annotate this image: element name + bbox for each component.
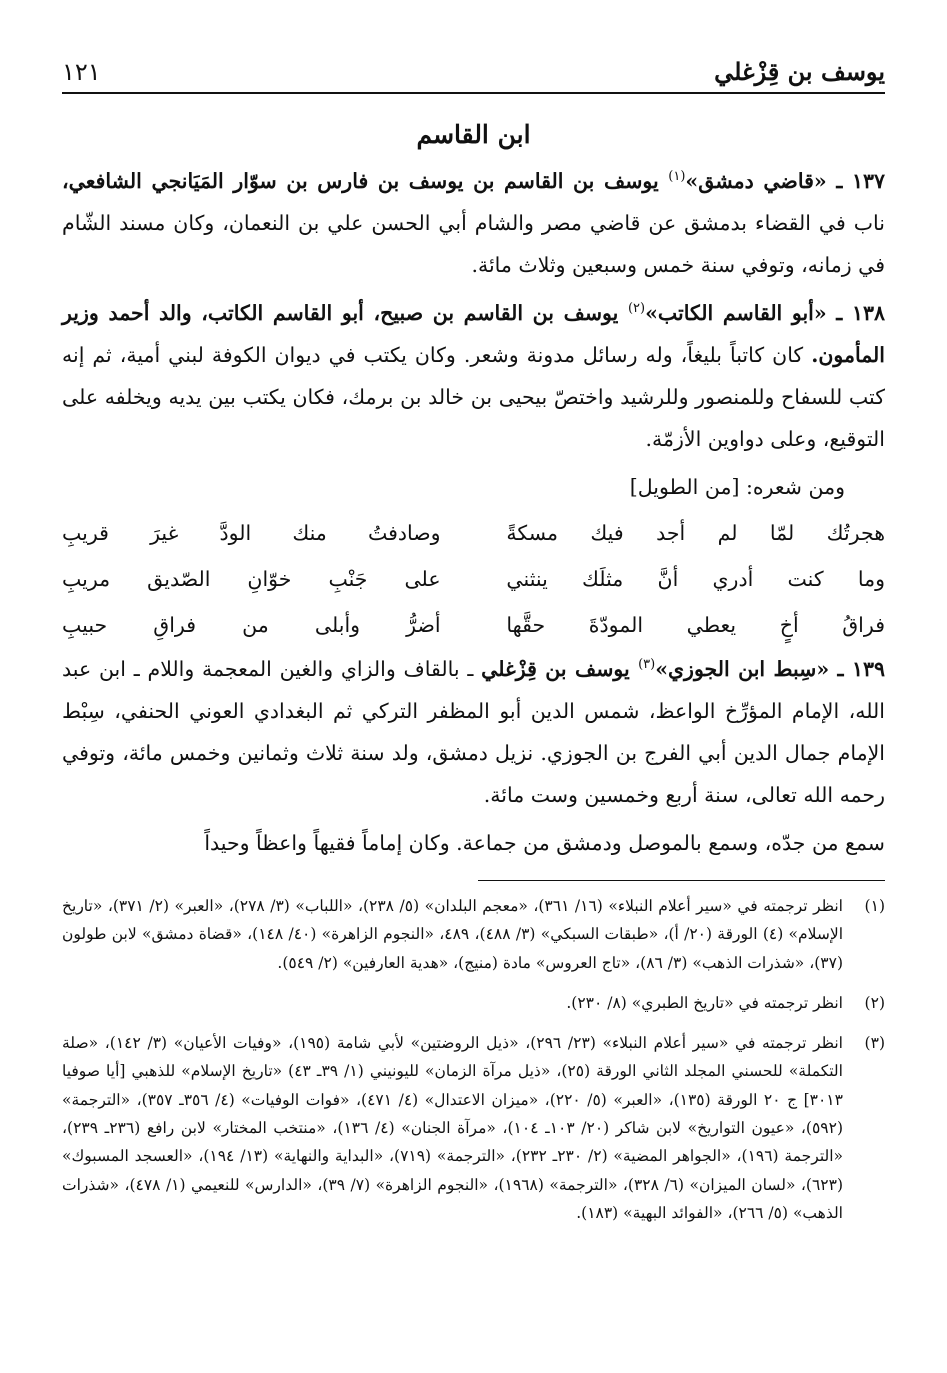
entry-138 [62, 292, 885, 460]
entry-label: ١٣٩ ـ «سِبط ابن الجوزي» [655, 657, 885, 681]
footnote-text: انظر ترجمته في «تاريخ الطبري» (٨/ ٢٣٠). [566, 993, 843, 1012]
entry-text: كان كاتباً بليغاً، وله رسائل مدونة وشعر. وكان يكتب في ديوان الكوفة لبني أمية، ثم إنه كتب للسفاح وللمنصور وللرشيد واختصّ بيحيى بن خالد بن برمك، فكان يكتب بين يديه ويخلفه على التوقيع، وعلى دواوين الأزمّة. [62, 343, 885, 451]
footnote-number: (٣) [864, 1034, 885, 1053]
page-number: ١٢١ [62, 58, 101, 86]
entry-139-continuation: سمع من جدّه، وسمع بالموصل ودمشق من جماعة. وكان إماماً فقيهاً واعظاً وحيداً [204, 831, 885, 855]
main-text [62, 160, 885, 870]
running-header [62, 52, 885, 94]
verse-first-hemistich: فراقُ أخٍ يعطي المودّةَ حقَّها [506, 613, 885, 637]
verse-line [62, 556, 885, 602]
footnote [62, 989, 885, 1017]
verse-line [62, 602, 885, 648]
footnote-ref[interactable]: (٣) [638, 657, 656, 673]
footnote [62, 1029, 885, 1227]
entry-139 [62, 648, 885, 816]
verse-first-hemistich: وما كنت أدري أنَّ مثلَك ينثني [506, 567, 885, 591]
poetry-intro: ومن شعره: [من الطويل] [629, 475, 845, 499]
entry-text: ـ بالقاف والزاي والغين المعجمة واللام ـ ابن عبد الله، الإمام المؤرِّخ الواعظ، شمس الدين أبو المظفر التركي ثم البغدادي العوني الحنفي، سِبْط الإمام جمال الدين أبي الفرج بن الجوزي. نزيل دمشق، ولد سنة ثلاث وثمانين وخمس مائة، وتوفي رحمه الله تعالى، سنة أربع وخمسين وست مائة. [62, 657, 885, 807]
footnotes-divider [478, 880, 885, 881]
entry-text: ناب في القضاء بدمشق عن قاضي مصر والشام أبي الحسن علي بن النعمان، وكان مسند الشّام في زمانه، وتوفي سنة خمس وسبعين وثلاث مائة. [62, 211, 885, 277]
entry-name: يوسف بن قِزْغلي [481, 657, 639, 681]
section-heading: ابن القاسم [416, 120, 531, 149]
footnote-number: (٢) [864, 993, 885, 1012]
entry-label: ١٣٧ ـ «قاضي دمشق» [685, 169, 885, 193]
entry-name: يوسف بن القاسم بن صبيح، أبو القاسم الكاتب، والد أحمد وزير المأمون. [62, 301, 885, 367]
verse-second-hemistich: وصادفتُ منك الودَّ غيرَ قريبِ [62, 521, 441, 545]
footnotes [62, 892, 885, 1239]
entry-137 [62, 160, 885, 286]
footnote-ref[interactable]: (١) [668, 169, 686, 185]
verse-line [62, 510, 885, 556]
entry-label: ١٣٨ ـ «أبو القاسم الكاتب» [645, 301, 885, 325]
verse-second-hemistich: على جَنْبِ خوّانِ الصّديق مريبِ [62, 567, 441, 591]
verse-first-hemistich: هجرتُك لمّا لم أجد فيك مسكةً [506, 521, 885, 545]
footnote-text: انظر ترجمته في «سير أعلام النبلاء» (١٦/ ٣٦١)، «معجم البلدان» (٥/ ٢٣٨)، «اللباب» (٣/ ٢٧٨)، «العبر» (٢/ ٣٧١)، «تاريخ الإسلام» (٤) الورقة (٢٠/ أ)، «طبقات السبكي» (٣/ ٤٨٨)، ٤٨٩، «النجوم الزاهرة» (٤٠/ ١٤٨)، «قضاة دمشق» لابن طولون (٣٧)، «شذرات الذهب» (٣/ ٨٦)، «تاج العروس» مادة (منيج)، «هدية العارفين» (٢/ ٥٤٩). [62, 897, 844, 972]
verse-second-hemistich: أضرُّ وأبلى من فراقِ حبيبِ [62, 613, 441, 637]
running-title: يوسف بن قِزْغلي [714, 57, 885, 86]
footnote-text: انظر ترجمته في «سير أعلام النبلاء» (٢٣/ ٢٩٦)، «ذيل الروضتين» لأبي شامة (١٩٥)، «وفيات الأعيان» (٣/ ١٤٢)، «صلة التكملة» للحسني المجلد الثاني الورقة (٢٥)، «ذيل مرآة الزمان» لليونيني (١/ ٣٩ـ ٤٣) «تاريخ الإسلام» للذهبي [أيا صوفيا ٣٠١٣] ج ٢٠ الورقة (١٣٥)، «العبر» (٥/ ٢٢٠)، «ميزان الاعتدال» (٤/ ٤٧١)، «فوات الوفيات» (٤/ ٣٥٦ـ ٣٥٧)، «الترجمة» (٥٩٢)، «عيون التواريخ» لابن شاكر (٢٠/ ١٠٣ـ ١٠٤)، «مرآة الجنان» (٤/ ١٣٦)، «منتخب المختار» لابن رافع (٢٣٦ـ ٢٣٩)، «الترجمة (١٩٦)، «الجواهر المضية» (٢/ ٢٣٠ـ ٢٣٢)، «الترجمة» (٧١٩)، «البداية والنهاية» (١٣/ ١٩٤)، «العسجد المسبوك» (٦٢٣)، «لسان الميزان» (٦/ ٣٢٨)، «الترجمة» (١٩٦٨)، «النجوم الزاهرة» (٧/ ٣٩)، «الدارس» للنعيمي (١/ ٤٧٨)، «شذرات الذهب» (٥/ ٢٦٦)، «الفوائد البهية» (١٨٣). [62, 1034, 844, 1222]
footnote [62, 892, 885, 977]
footnote-ref[interactable]: (٢) [627, 301, 646, 317]
footnote-number: (١) [864, 897, 885, 915]
entry-name: يوسف بن القاسم بن يوسف بن فارس بن سوّار المَيَانجي الشافعي، [62, 169, 669, 193]
